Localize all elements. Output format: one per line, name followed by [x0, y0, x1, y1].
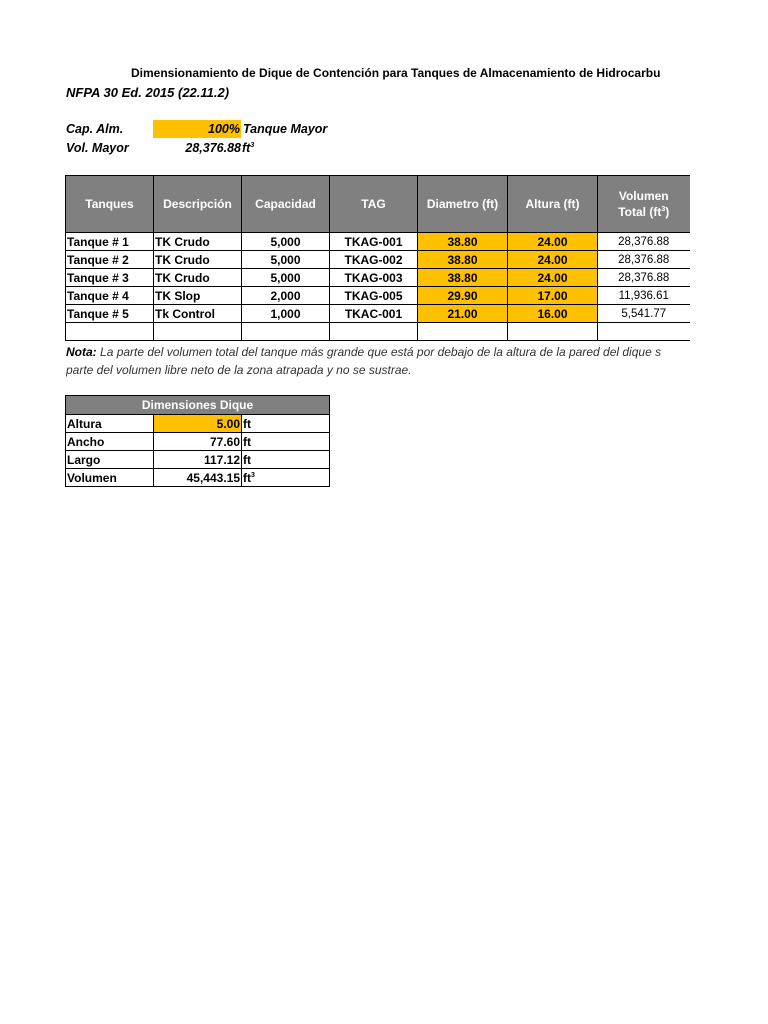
cell-diametro[interactable]: 38.80 — [418, 251, 508, 269]
cell-tanque[interactable]: Tanque # 4 — [66, 287, 154, 305]
cell-altura[interactable]: 24.00 — [508, 251, 598, 269]
table-row — [66, 251, 690, 269]
table-row — [66, 269, 690, 287]
largest-volume-label: Vol. Mayor — [66, 141, 129, 155]
dike-label: Altura — [66, 415, 154, 433]
cell-tag[interactable]: TKAC-001 — [330, 305, 418, 323]
dike-value[interactable]: 5.00 — [154, 415, 242, 433]
cell-altura[interactable]: 24.00 — [508, 269, 598, 287]
dike-dimensions-table — [65, 395, 330, 487]
tanks-table-header-row — [66, 176, 690, 233]
dike-label: Ancho — [66, 433, 154, 451]
cell-volumen[interactable]: 5,541.77 — [598, 305, 690, 323]
note-body-line2: parte del volumen libre neto de la zona atrapada y no se sustrae. — [66, 363, 412, 377]
cell-tanque[interactable]: Tanque # 2 — [66, 251, 154, 269]
cell-empty[interactable] — [508, 323, 598, 341]
tanks-table — [65, 175, 690, 341]
dike-value[interactable]: 45,443.15 — [154, 469, 242, 487]
dike-label: Volumen — [66, 469, 154, 487]
cell-diametro[interactable]: 38.80 — [418, 269, 508, 287]
table-row — [66, 233, 690, 251]
cell-volumen[interactable]: 28,376.88 — [598, 251, 690, 269]
dike-value[interactable]: 117.12 — [154, 451, 242, 469]
table-row — [66, 287, 690, 305]
cell-capacidad[interactable]: 5,000 — [242, 251, 330, 269]
header-altura: Altura (ft) — [508, 176, 598, 233]
cell-tanque[interactable]: Tanque # 3 — [66, 269, 154, 287]
cell-diametro[interactable]: 21.00 — [418, 305, 508, 323]
cell-tanque[interactable]: Tanque # 1 — [66, 233, 154, 251]
cell-empty[interactable] — [66, 323, 154, 341]
cell-diametro[interactable]: 38.80 — [418, 233, 508, 251]
note-body: La parte del volumen total del tanque más grande que está por debajo de la altura de la pared del dique s — [100, 345, 662, 359]
cell-volumen[interactable]: 28,376.88 — [598, 269, 690, 287]
largest-volume-unit: $ft^3$ — [242, 141, 255, 155]
table-row — [66, 305, 690, 323]
cell-tag[interactable]: TKAG-003 — [330, 269, 418, 287]
header-volumen: Volumen Total $(ft^3)$ — [598, 176, 690, 233]
cell-capacidad[interactable]: 5,000 — [242, 269, 330, 287]
cell-diametro[interactable]: 29.90 — [418, 287, 508, 305]
cell-tag[interactable]: TKAG-002 — [330, 251, 418, 269]
cell-descripcion[interactable]: Tk Control — [154, 305, 242, 323]
capacity-value-cell[interactable]: 100% — [153, 120, 241, 138]
cell-altura[interactable]: 17.00 — [508, 287, 598, 305]
dike-value[interactable]: 77.60 — [154, 433, 242, 451]
cell-volumen[interactable]: 28,376.88 — [598, 233, 690, 251]
cell-altura[interactable]: 24.00 — [508, 233, 598, 251]
cell-capacidad[interactable]: 2,000 — [242, 287, 330, 305]
table-row — [66, 415, 330, 433]
capacity-label: Cap. Alm. — [66, 122, 124, 136]
cell-descripcion[interactable]: TK Crudo — [154, 233, 242, 251]
cell-empty[interactable] — [330, 323, 418, 341]
dike-unit: ft — [242, 451, 330, 469]
standard-reference: NFPA 30 Ed. 2015 (22.11.2) — [66, 85, 230, 100]
table-row — [66, 469, 330, 487]
header-volumen-line1: Volumen — [618, 189, 669, 203]
largest-volume-value: 28,376.88 — [185, 141, 241, 155]
dike-label: Largo — [66, 451, 154, 469]
note-text — [66, 343, 692, 379]
header-tanques: Tanques — [66, 176, 154, 233]
dike-unit: ft — [242, 433, 330, 451]
cell-tanque[interactable]: Tanque # 5 — [66, 305, 154, 323]
cell-capacidad[interactable]: 5,000 — [242, 233, 330, 251]
dike-unit: ft — [242, 415, 330, 433]
cell-descripcion[interactable]: TK Slop — [154, 287, 242, 305]
cell-capacidad[interactable]: 1,000 — [242, 305, 330, 323]
header-descripcion: Descripción — [154, 176, 242, 233]
header-tag: TAG — [330, 176, 418, 233]
cell-tag[interactable]: TKAG-005 — [330, 287, 418, 305]
dike-table-header: Dimensiones Dique — [66, 396, 330, 415]
cell-empty[interactable] — [154, 323, 242, 341]
header-volumen-line2: Total (ft — [618, 205, 662, 219]
cell-volumen[interactable]: 11,936.61 — [598, 287, 690, 305]
cell-descripcion[interactable]: TK Crudo — [154, 269, 242, 287]
table-row — [66, 433, 330, 451]
cell-empty[interactable] — [242, 323, 330, 341]
capacity-suffix: Tanque Mayor — [243, 122, 328, 136]
note-label: Nota: — [66, 345, 97, 359]
table-row — [66, 451, 330, 469]
dike-unit: $ft^3$ — [242, 469, 330, 487]
header-capacidad: Capacidad — [242, 176, 330, 233]
cell-empty[interactable] — [418, 323, 508, 341]
cell-tag[interactable]: TKAG-001 — [330, 233, 418, 251]
page-title: Dimensionamiento de Dique de Contención para Tanques de Almacenamiento de Hidrocarbu — [131, 66, 661, 80]
cell-empty[interactable] — [598, 323, 690, 341]
header-diametro: Diametro (ft) — [418, 176, 508, 233]
cell-descripcion[interactable]: TK Crudo — [154, 251, 242, 269]
cell-altura[interactable]: 16.00 — [508, 305, 598, 323]
table-row-empty — [66, 323, 690, 341]
